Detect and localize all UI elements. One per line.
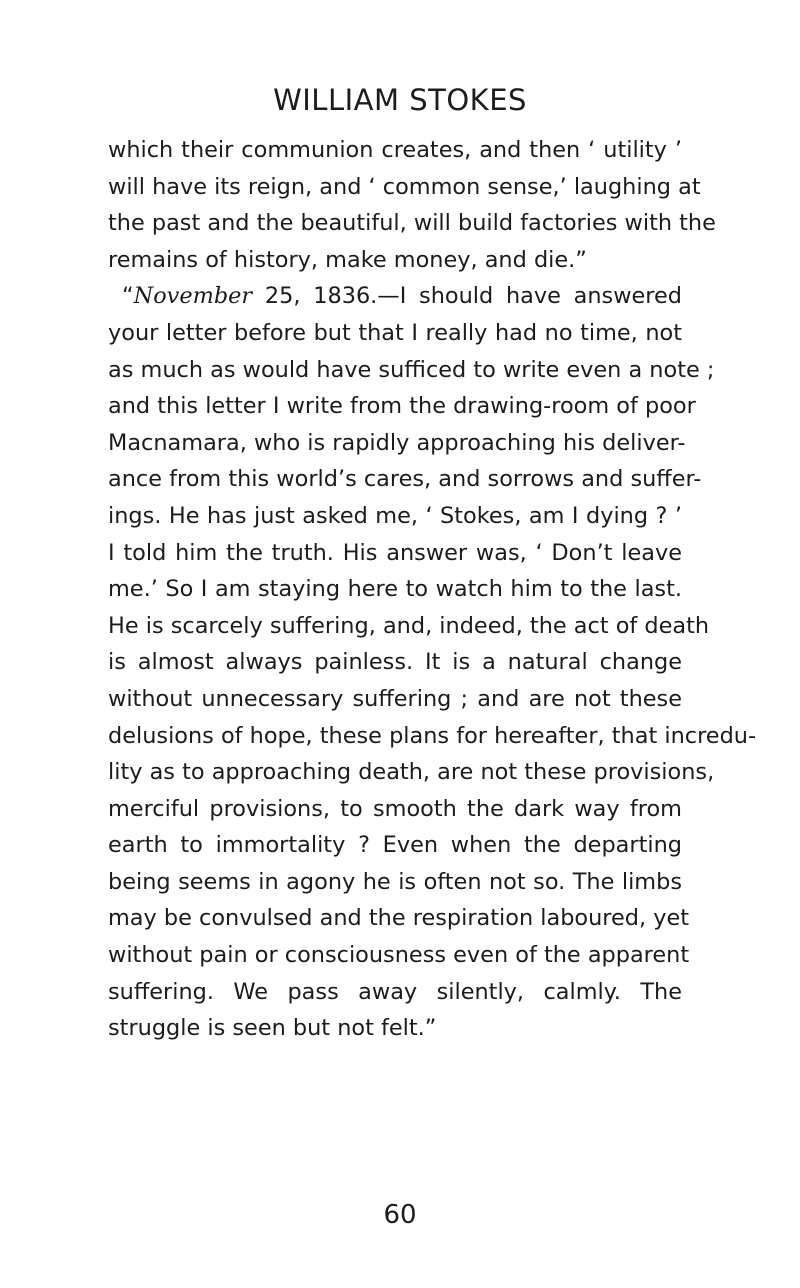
text-line-20: earth to immortality ? Even when the departing: [108, 832, 682, 859]
body-text: [108, 132, 757, 1047]
text-line-1: which their communion creates, and then ‘ utility ’: [108, 137, 682, 163]
text-line-12: I told him the truth. His answer was, ‘ Don’t leave: [108, 539, 682, 566]
text-line-19: merciful provisions, to smooth the dark way from: [108, 795, 682, 822]
text-line-5-rest: 25, 1836.—I should have answered: [264, 283, 682, 310]
text-line-18: lity as to approaching death, are not these provisions,: [108, 759, 715, 786]
text-line-17: delusions of hope, these plans for hereafter, that incredu-: [108, 722, 757, 749]
date-month: November: [133, 283, 253, 310]
text-line-11: ings. He has just asked me, ‘ Stokes, am I dying ? ’: [108, 502, 682, 529]
page-number: 60: [383, 1200, 417, 1230]
text-line-15: is almost always painless. It is a natural change: [108, 649, 682, 676]
text-line-9: Macnamara, who is rapidly approaching his deliver-: [108, 429, 686, 456]
text-line-2: will have its reign, and ‘ common sense,’ laughing at: [108, 173, 701, 200]
text-line-8: and this letter I write from the drawing-room of poor: [108, 393, 696, 420]
open-quote: “: [122, 283, 134, 310]
text-line-24: suffering. We pass away silently, calmly. The: [108, 978, 682, 1005]
text-line-4: remains of history, make money, and die.”: [108, 246, 587, 273]
text-line-23: without pain or consciousness even of the apparent: [108, 942, 690, 969]
text-line-14: He is scarcely suffering, and, indeed, the act of death: [108, 612, 710, 639]
text-line-3: the past and the beautiful, will build factories with the: [108, 210, 716, 237]
running-head: WILLIAM STOKES: [273, 83, 527, 117]
text-line-25: struggle is seen but not felt.”: [108, 1015, 437, 1042]
text-line-5: [108, 278, 682, 315]
text-line-22: may be convulsed and the respiration laboured, yet: [108, 905, 690, 932]
text-line-7: as much as would have sufficed to write even a note ;: [108, 356, 715, 383]
text-line-16: without unnecessary suffering ; and are not these: [108, 685, 682, 712]
text-line-13: me.’ So I am staying here to watch him to the last.: [108, 576, 682, 603]
text-line-10: ance from this world’s cares, and sorrows and suffer-: [108, 466, 702, 493]
text-line-6: your letter before but that I really had no time, not: [108, 319, 682, 346]
text-line-21: being seems in agony he is often not so. The limbs: [108, 868, 682, 895]
